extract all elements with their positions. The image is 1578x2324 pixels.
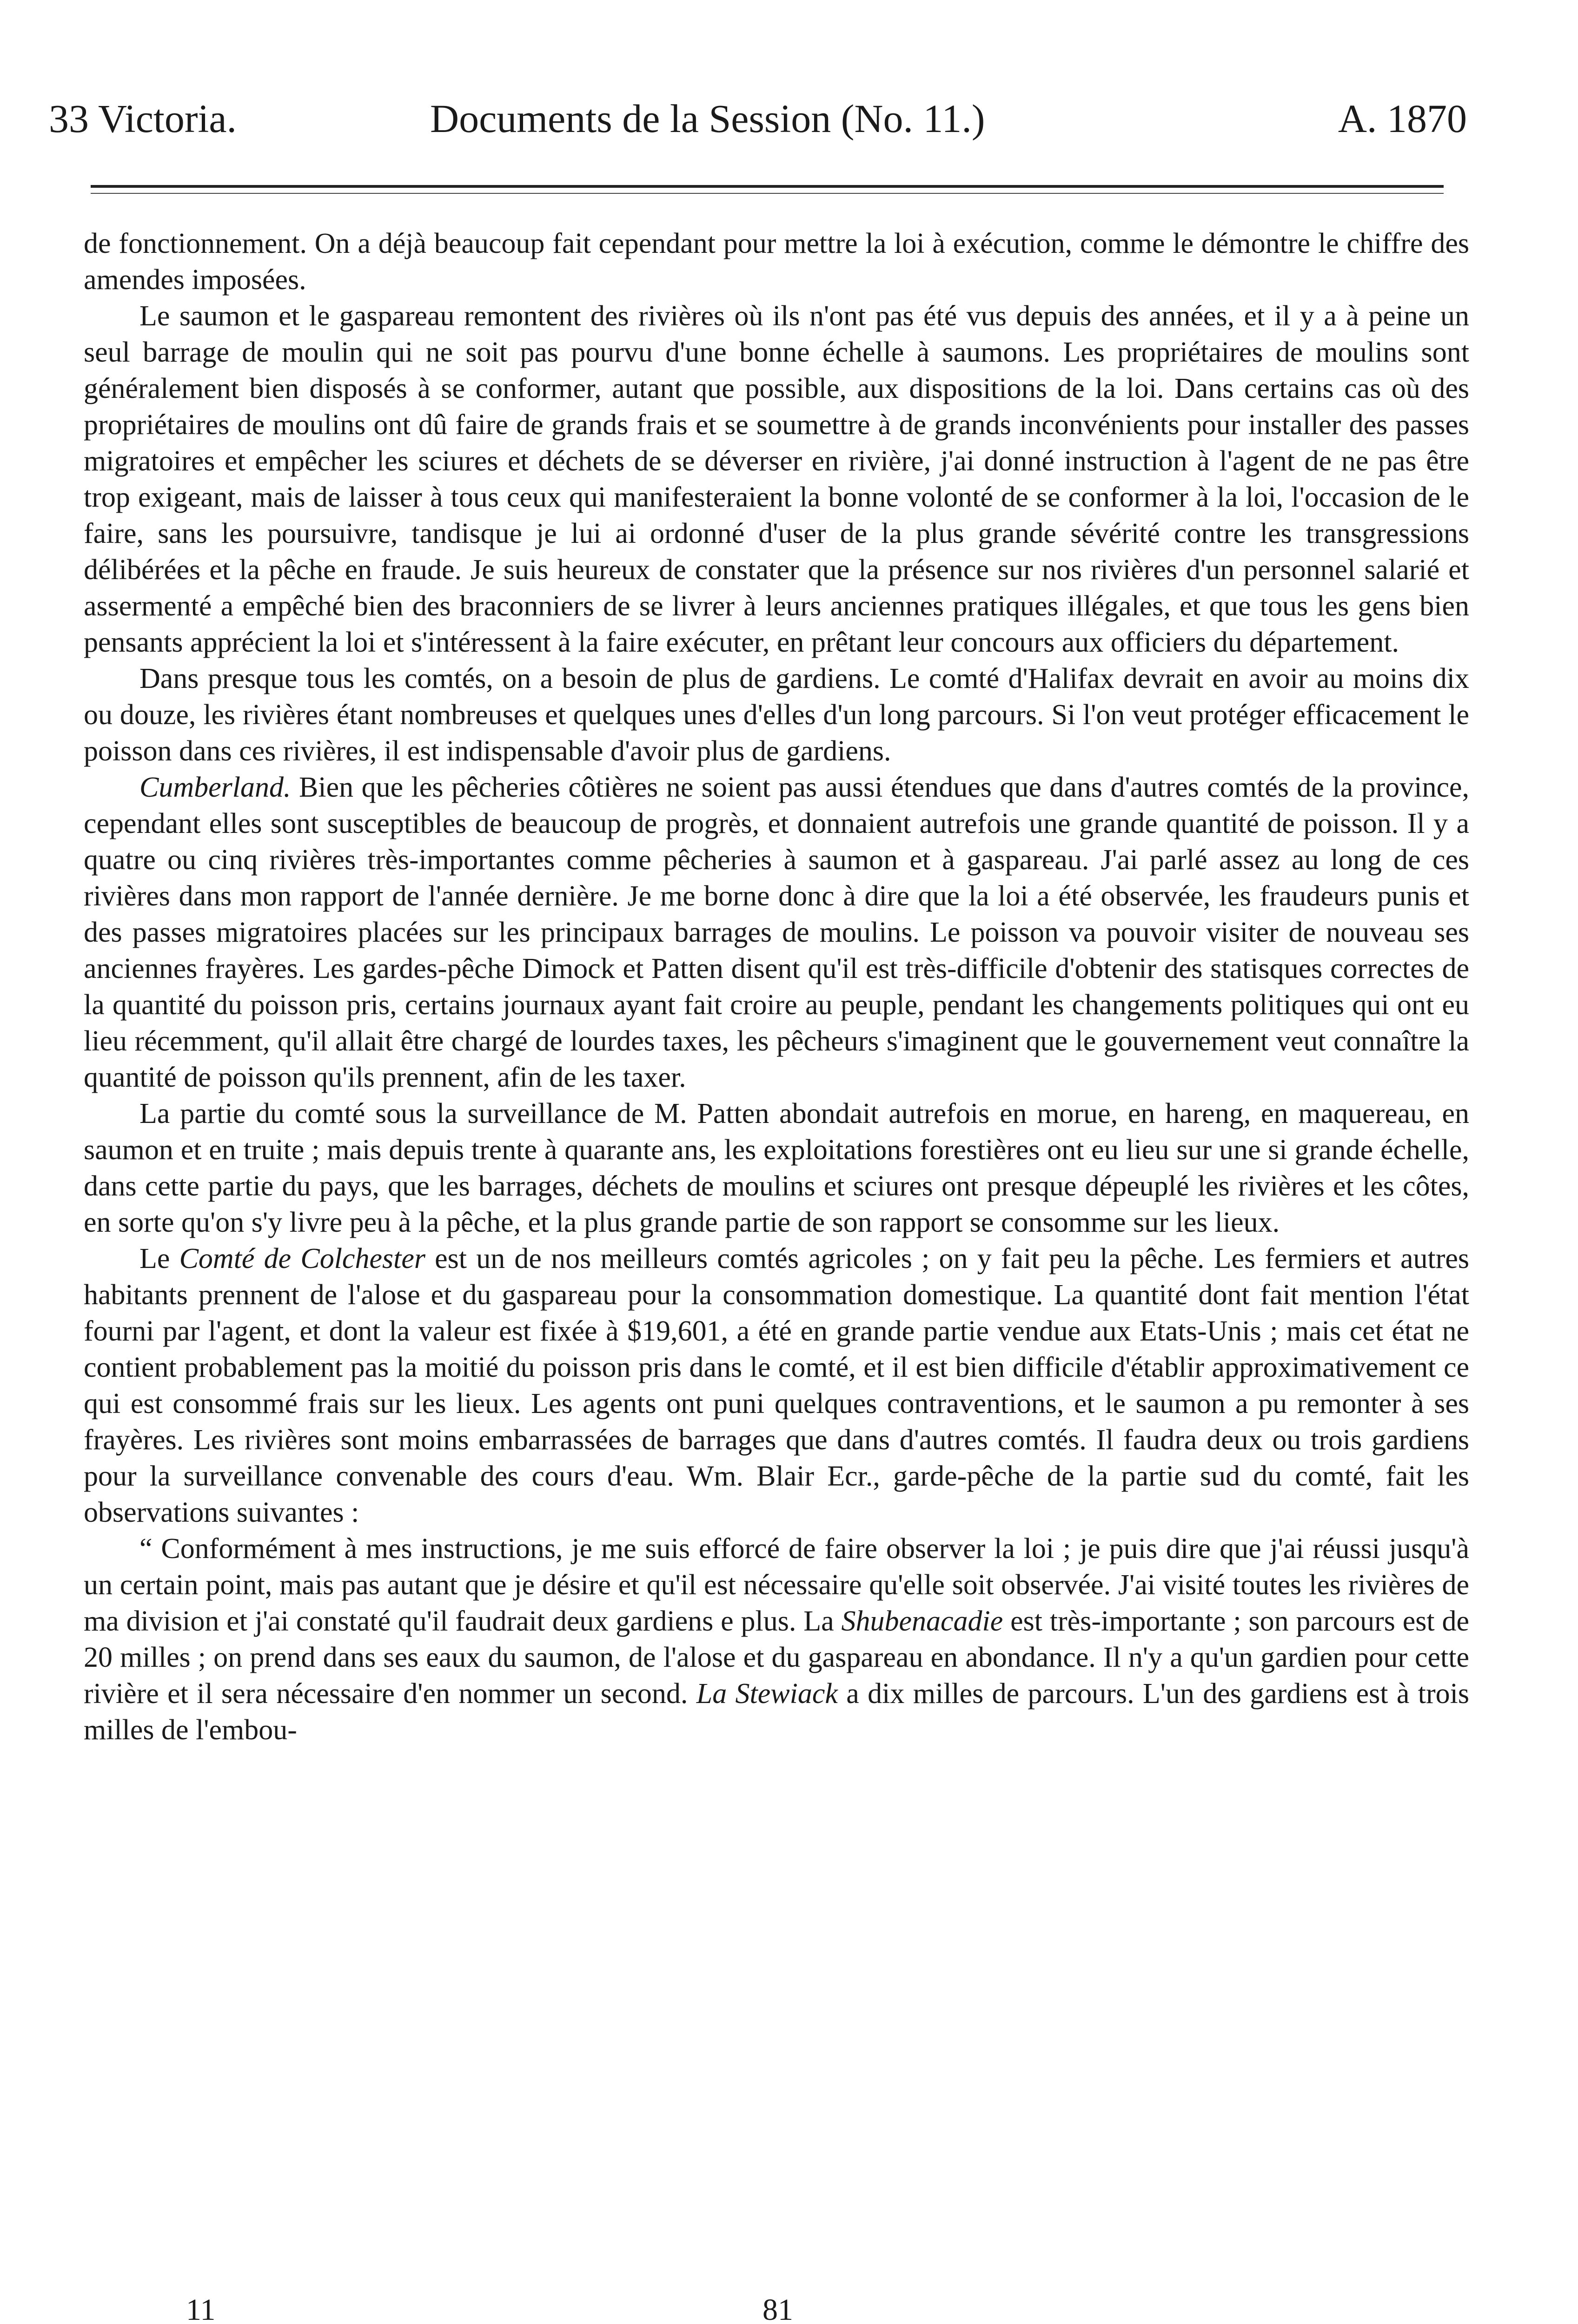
- page-header: [49, 93, 1467, 144]
- paragraph: de fonctionnement. On a déjà beaucoup fait cependant pour mettre la loi à exécution, comme le démontre le chiffre des amendes imposées.: [84, 228, 1469, 296]
- river-name: La Stewiack: [696, 1678, 838, 1710]
- header-document-title: Documents de la Session (No. 11.): [430, 96, 985, 141]
- header-date: A. 1870: [1338, 96, 1467, 141]
- footer-document-number: 11: [186, 2293, 216, 2324]
- section-heading-colchester: Comté de Colchester: [179, 1243, 425, 1274]
- paragraph: Cumberland. Bien que les pêcheries côtières ne soient pas aussi étendues que dans d'autres comtés de la province, cependant elles sont susceptibles de beaucoup de progrès, et donnaient autrefois une grande quantité de poisson. Il y a quatre ou cinq rivières très-importantes comme pêcheries à saumon et à gaspareau. J'ai parlé assez au long de ces rivières dans mon rapport de l'année dernière. Je me borne donc à dire que la loi a été observée, les fraudeurs punis et des passes migratoires placées sur les principaux barrages de moulins. Le poisson va pouvoir visiter de nouveau ses anciennes frayères. Les gardes-pêche Dimock et Patten disent qu'il est très-difficile d'obtenir des statisques correctes de la quantité du poisson pris, certains journaux ayant fait croire au peuple, pendant les changements politiques qui ont eu lieu récemment, qu'il allait être chargé de lourdes taxes, les pêcheurs s'imaginent que le gouvernement veut connaître la quantité de poisson qu'ils prennent, afin de les taxer.: [84, 772, 1469, 1093]
- section-heading-cumberland: Cumberland.: [139, 772, 291, 803]
- paragraph: La partie du comté sous la surveillance de M. Patten abondait autrefois en morue, en hareng, en maquereau, en saumon et en truite ; mais depuis trente à quarante ans, les exploitations forestières ont eu lieu sur une si grande échelle, dans cette partie du pays, que les barrages, déchets de moulins et sciures ont presque dépeuplé les rivières et les côtes, en sorte qu'on s'y livre peu à la pêche, et la plus grande partie de son rapport se consomme sur les lieux.: [84, 1098, 1469, 1238]
- header-rule-thick: [91, 185, 1444, 188]
- footer-page-number: 81: [762, 2293, 793, 2324]
- river-name: Shubenacadie: [841, 1605, 1003, 1637]
- header-rule-thin: [91, 193, 1444, 194]
- paragraph: Le saumon et le gaspareau remontent des rivières où ils n'ont pas été vus depuis des années, et il y a à peine un seul barrage de moulin qui ne soit pas pourvu d'une bonne échelle à saumons. Les propriétaires de moulins sont généralement bien disposés à se conformer, autant que possible, aux dispositions de la loi. Dans certains cas où des propriétaires de moulins ont dû faire de grands frais et se soumettre à de grands inconvénients pour installer des passes migratoires et empêcher les sciures et déchets de se déverser en rivière, j'ai donné instruction à l'agent de ne pas être trop exigeant, mais de laisser à tous ceux qui manifesteraient la bonne volonté de se conformer à la loi, l'occasion de le faire, sans les poursuivre, tandisque je lui ai ordonné d'user de la plus grande sévérité contre les transgressions délibérées et la pêche en fraude. Je suis heureux de constater que la présence sur nos rivières d'un personnel salarié et assermenté a empêché bien des braconniers de se livrer à leurs anciennes pratiques illégales, et que tous les gens bien pensants apprécient la loi et s'intéressent à la faire exécuter, en prêtant leur concours aux officiers du département.: [84, 300, 1469, 658]
- page-footer: [186, 2289, 1395, 2324]
- header-session-year: 33 Victoria.: [49, 96, 237, 141]
- quoted-paragraph: “ Conformément à mes instructions, je me suis efforcé de faire observer la loi ; je puis dire que j'ai réussi jusqu'à un certain point, mais pas autant que je désire et qu'il est nécessaire qu'elle soit observée. J'ai visité toutes les rivières de ma division et j'ai constaté qu'il faudrait deux gardiens e plus. La Shubenacadie est très-importante ; son parcours est de 20 milles ; on prend dans ses eaux du saumon, de l'alose et du gaspareau en abondance. Il n'y a qu'un gardien pour cette rivière et il sera nécessaire d'en nommer un second. La Stewiack a dix milles de parcours. L'un des gardiens est à trois milles de l'embou-: [84, 1533, 1470, 1746]
- paragraph: Le Comté de Colchester est un de nos meilleurs comtés agricoles ; on y fait peu la pêche. Les fermiers et autres habitants prennent de l'alose et du gaspareau pour la consommation domestique. La quantité dont fait mention l'état fourni par l'agent, et dont la valeur est fixée à $19,601, a été en grande partie vendue aux Etats-Unis ; mais cet état ne contient probablement pas la moitié du poisson pris dans le comté, et il est bien difficile d'établir approximativement ce qui est consommé frais sur les lieux. Les agents ont puni quelques contraventions, et le saumon a pu remonter à ses frayères. Les rivières sont moins embarrassées de barrages que dans d'autres comtés. Il faudra deux ou trois gardiens pour la surveillance convenable des cours d'eau. Wm. Blair Ecr., garde-pêche de la partie sud du comté, fait les observations suivantes :: [84, 1243, 1469, 1528]
- body-text: [84, 225, 1469, 1748]
- paragraph: Dans presque tous les comtés, on a besoin de plus de gardiens. Le comté d'Halifax devrait en avoir au moins dix ou douze, les rivières étant nombreuses et quelques unes d'elles d'un long parcours. Si l'on veut protéger efficacement le poisson dans ces rivières, il est indispensable d'avoir plus de gardiens.: [84, 663, 1469, 767]
